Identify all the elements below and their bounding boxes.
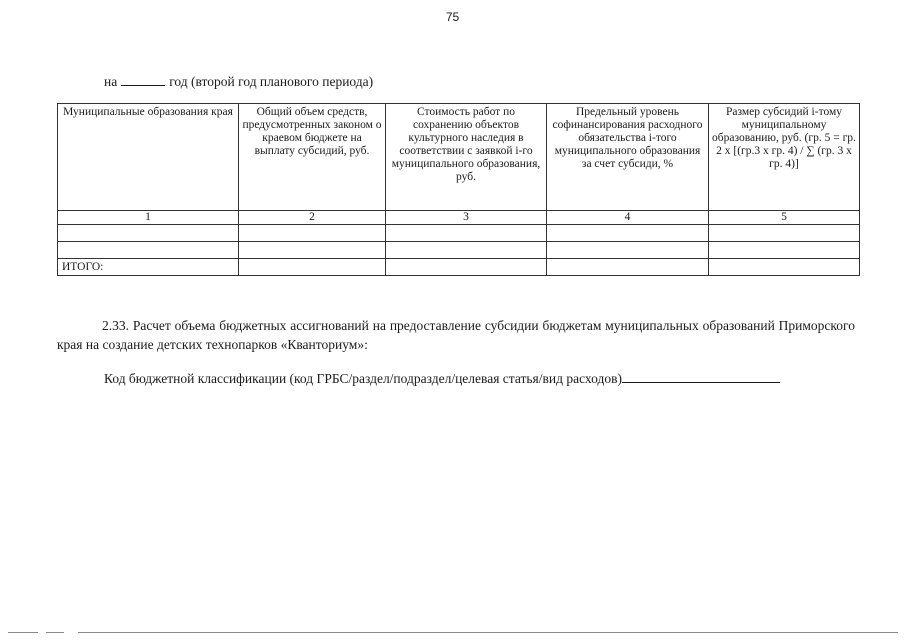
- scan-artifact-line: [8, 632, 38, 633]
- period-suffix: год (второй год планового периода): [169, 74, 374, 89]
- table-cell: [386, 259, 547, 276]
- table-cell: [547, 225, 709, 242]
- table-cell: [58, 242, 239, 259]
- budget-code-line: [104, 369, 780, 387]
- table-cell: [239, 225, 386, 242]
- header-col-5: Размер субсидий i-тому муниципальному образованию, руб. (гр. 5 = гр. 2 х [(гр.3 х гр. 4) / ∑ (гр. 3 х гр. 4)]: [709, 104, 860, 211]
- column-number: 3: [386, 211, 547, 225]
- table-row: [58, 225, 860, 242]
- total-label: ИТОГО:: [58, 259, 239, 276]
- table-cell: [709, 242, 860, 259]
- table-cell: [547, 259, 709, 276]
- column-number: 1: [58, 211, 239, 225]
- table-cell: [709, 259, 860, 276]
- column-number: 5: [709, 211, 860, 225]
- header-col-3: Стоимость работ по сохранению объектов культурного наследия в соответствии с заявкой i-го муниципального образования, руб.: [386, 104, 547, 211]
- table-cell: [386, 225, 547, 242]
- table-cell: [709, 225, 860, 242]
- budget-code-label: Код бюджетной классификации (код ГРБС/раздел/подраздел/целевая статья/вид расходов): [104, 371, 622, 386]
- table-cell: [386, 242, 547, 259]
- table-cell: [239, 259, 386, 276]
- scan-artifact-line: [46, 632, 64, 633]
- table-cell: [239, 242, 386, 259]
- header-col-2: Общий объем средств, предусмотренных законом о краевом бюджете на выплату субсидий, руб.: [239, 104, 386, 211]
- header-col-1: Муниципальные образования края: [58, 104, 239, 211]
- column-number: 2: [239, 211, 386, 225]
- total-row: [58, 259, 860, 276]
- budget-code-blank: [622, 369, 780, 383]
- header-col-4: Предельный уровень софинансирования расходного обязательства i-того муниципального образования за счет субсиди, %: [547, 104, 709, 211]
- table-cell: [58, 225, 239, 242]
- table-cell: [547, 242, 709, 259]
- column-number-row: [58, 211, 860, 225]
- period-line: [104, 73, 373, 90]
- page-number: 75: [445, 10, 460, 24]
- column-number: 4: [547, 211, 709, 225]
- section-paragraph: 2.33. Расчет объема бюджетных ассигнований на предоставление субсидии бюджетам муниципальных образований Приморского края на создание детских технопарков «Кванториум»:: [57, 318, 855, 352]
- scan-artifact-line: [78, 632, 898, 633]
- header-row: [58, 104, 860, 211]
- subsidy-table: [57, 103, 860, 276]
- period-prefix: на: [104, 74, 118, 89]
- year-blank: [121, 73, 165, 86]
- table-row: [58, 242, 860, 259]
